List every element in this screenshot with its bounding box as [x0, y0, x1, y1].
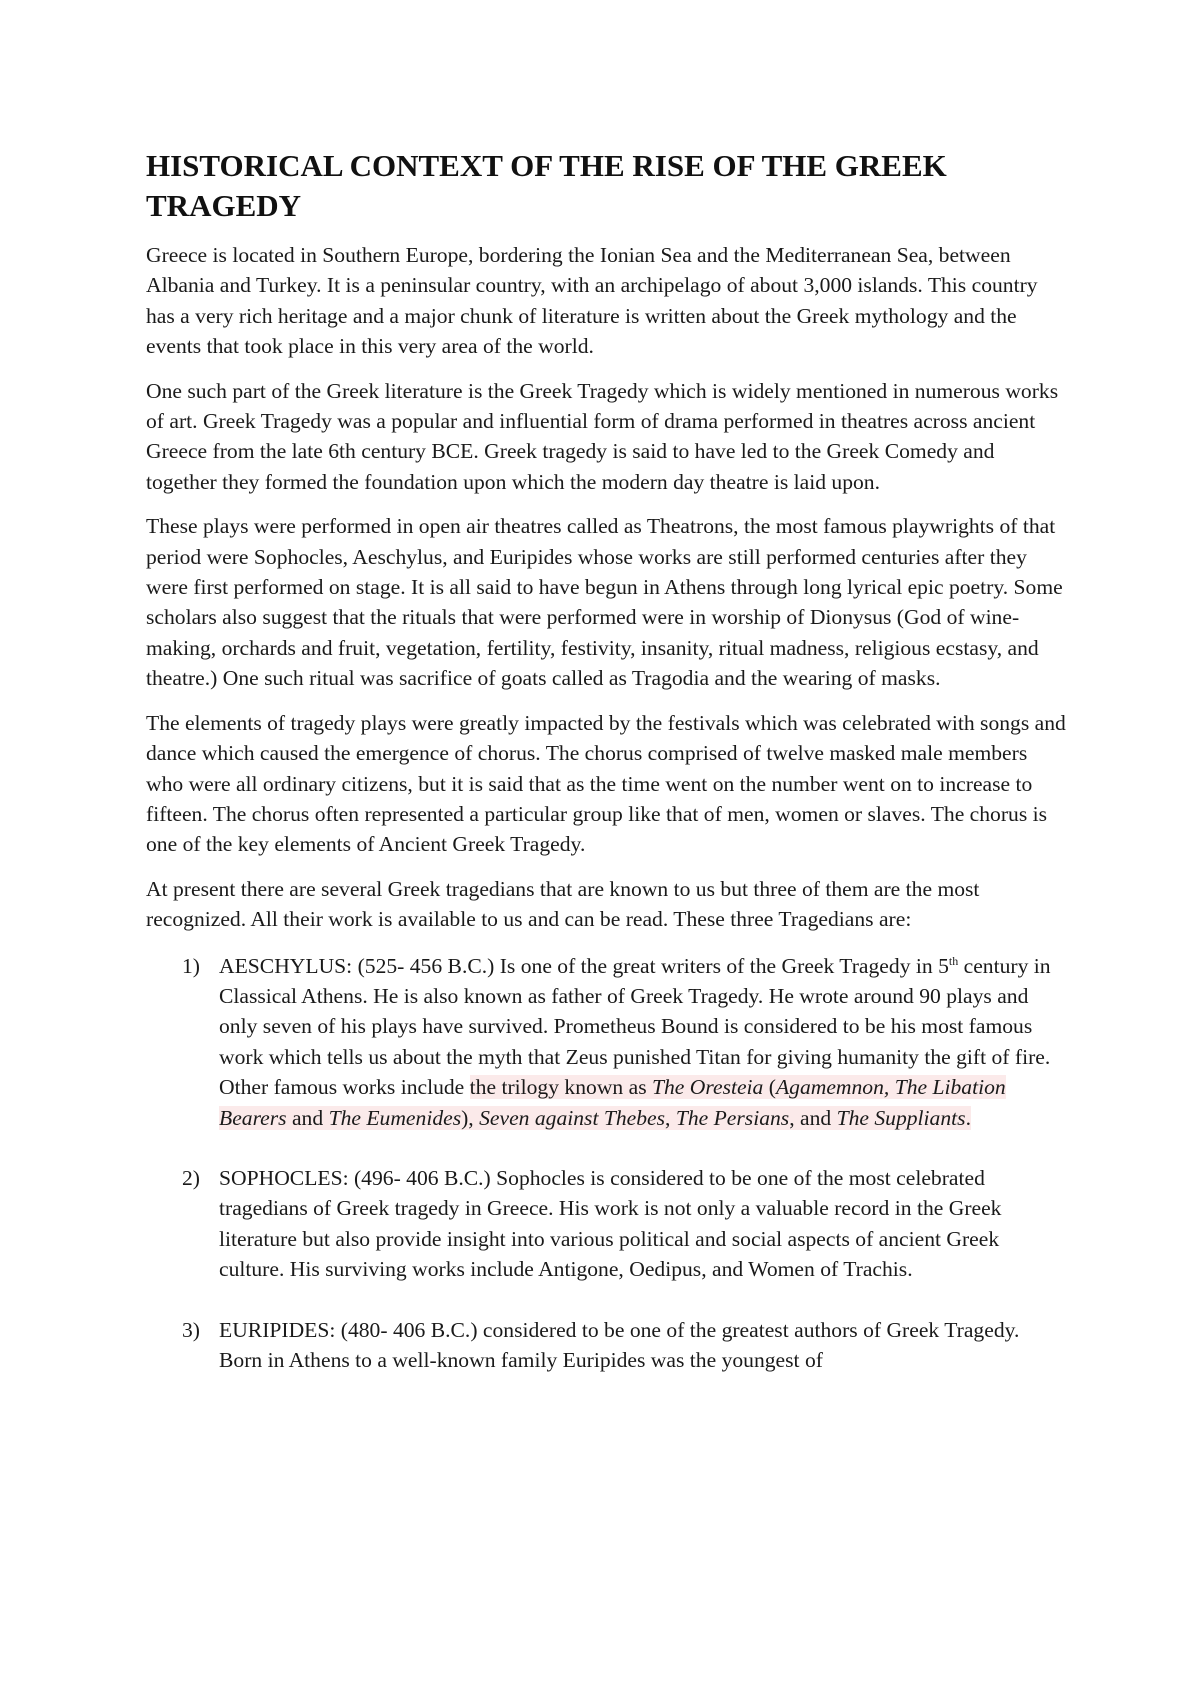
list-item-euripides [146, 1315, 1066, 1376]
hl-text: . [965, 1105, 971, 1130]
list-number: 3) [182, 1317, 200, 1342]
work-title-agamemnon-libation: Agamemnon, The Libation Bearers [219, 1075, 1006, 1130]
work-title-seven-against-thebes: Seven against Thebes [479, 1105, 666, 1130]
list-item-aeschylus [146, 951, 1066, 1133]
superscript-th: th [948, 953, 959, 968]
list-number: 2) [182, 1165, 200, 1190]
paragraph-chorus: The elements of tragedy plays were greatly impacted by the festivals which was celebrated with songs and dance which caused the emergence of chorus. The chorus comprised of twelve masked male members who were all ordinary citizens, but it is said that as the time went on the number went on to increase to fifteen. The chorus often represented a particular group like that of men, women or slaves. The chorus is one of the key elements of Ancient Greek Tragedy. [146, 710, 1066, 857]
aeschylus-text-start: AESCHYLUS: (525- 456 B.C.) Is one of the great writers of the Greek Tragedy in 5 [219, 953, 949, 978]
hl-text: the trilogy known as [469, 1075, 652, 1100]
tragedians-list [146, 951, 1066, 1376]
work-title-persians: The Persians [675, 1105, 790, 1130]
list-number: 1) [182, 953, 200, 978]
work-title-oresteia: The Oresteia [652, 1075, 764, 1100]
list-item-sophocles [146, 1163, 1066, 1285]
document-content [146, 146, 1066, 1405]
paragraph-tragedians-intro: At present there are several Greek tragedians that are known to us but three of them are the most recognized. All their work is available to us and can be read. These three Tragedians are: [146, 876, 980, 932]
hl-text: , [665, 1105, 676, 1130]
hl-text: ), [461, 1105, 480, 1130]
aeschylus-text-body: century in Classical Athens. He is also known as father of Greek Tragedy. He wrote around 90 plays and only seven of his plays have survived. Prometheus Bound is considered to be his most famous work which tells us about the myth that Zeus punished Titan for giving humanity the gift of fire. Other famous works include [219, 953, 1051, 1100]
paragraph-geography: Greece is located in Southern Europe, bordering the Ionian Sea and the Mediterranean Sea, between Albania and Turkey. It is a peninsular country, with an archipelago of about 3,000 islands. This country has a very rich heritage and a major chunk of literature is written about the Greek mythology and the events that took place in this very area of the world. [146, 243, 1038, 359]
sophocles-text: SOPHOCLES: (496- 406 B.C.) Sophocles is considered to be one of the most celebrated tragedians of Greek tragedy in Greece. His work is not only a valuable record in the Greek literature but also provide insight into various political and social aspects of ancient Greek culture. His surviving works include Antigone, Oedipus, and Women of Trachis. [219, 1165, 1002, 1282]
paragraph-greek-tragedy: One such part of the Greek literature is the Greek Tragedy which is widely mentioned in numerous works of art. Greek Tragedy was a popular and influential form of drama performed in theatres across ancient Greece from the late 6th century BCE. Greek tragedy is said to have led to the Greek Comedy and together they formed the foundation upon which the modern day theatre is laid upon. [146, 378, 1059, 494]
euripides-text: EURIPIDES: (480- 406 B.C.) considered to be one of the greatest authors of Greek Tragedy. Born in Athens to a well-known family Euripides was the youngest of [219, 1317, 1020, 1372]
hl-text: and [286, 1105, 329, 1130]
document-title: HISTORICAL CONTEXT OF THE RISE OF THE GREEK TRAGEDY [146, 148, 947, 223]
work-title-eumenides: The Eumenides [328, 1105, 462, 1130]
work-title-suppliants: The Suppliants [836, 1105, 966, 1130]
hl-text: ( [763, 1075, 776, 1100]
paragraph-theatrons: These plays were performed in open air theatres called as Theatrons, the most famous playwrights of that period were Sophocles, Aeschylus, and Euripides whose works are still performed centuries after they were first performed on stage. It is all said to have begun in Athens through long lyrical epic poetry. Some scholars also suggest that the rituals that were performed were in worship of Dionysus (God of wine-making, orchards and fruit, vegetation, fertility, festivity, insanity, ritual madness, religious ecstasy, and theatre.) One such ritual was sacrifice of goats called as Tragodia and the wearing of masks. [146, 514, 1063, 691]
hl-text: , and [789, 1105, 837, 1130]
